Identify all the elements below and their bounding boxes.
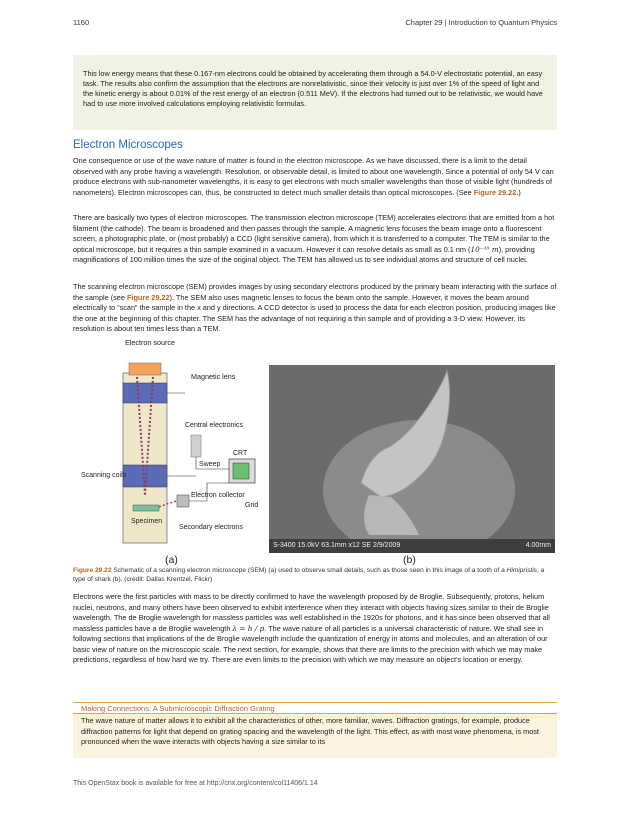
p4-end: . The wave nature of all particles is a universal characteristic of nature. We shall see in following sections that implications of the de Broglie wavelength include the quantization of energy in atoms and molecules, and an alteration of our basic view of nature on the microscopic scale. The next section, for example, shows that there are limits to the precision with which we may make predictions, regardless of how hard we try. There are even limits to the precision with which we may measure an object’s location or energy. xyxy=(73,623,548,664)
making-connections-body xyxy=(73,714,557,758)
label-grid: Grid xyxy=(245,502,259,509)
figure-29-22 xyxy=(73,335,557,565)
paragraph-3 xyxy=(73,282,557,335)
p2-text: There are basically two types of electron microscopes. The transmission electron microscope (TEM) accelerates electrons that are emitted from a hot filament (the cathode). The beam is broadened and then passes through the sample. A magnetic lens focuses the beam image onto a fluorescent screen, a photographic plate, or (most probably) a CCD (light sensitive camera), from which it is transferred to a computer. The TEM is similar to the optical microscope, but it requires a thin sample examined in a vacuum. However it can resolve details as small as 0.1 nm ( xyxy=(73,213,555,254)
figure-link[interactable]: Figure 29.22 xyxy=(126,292,170,302)
callout-text: This low energy means that these 0.167-nm electrons could be obtained by accelerating them through a 54.0-V electrostatic potential, an easy task. The results also confirm the assumption that the electrons are nonrelativistic, since their velocity is just over 1% of the speed of light and the kinetic energy is about 0.01% of the rest energy of an electron (0.511 MeV). If the electrons had turned out to be relativistic, we would have had to use more involved calculations employing relativistic formulas. xyxy=(83,69,543,108)
label-electron-collector: Electron collector xyxy=(191,492,245,499)
p1-text: One consequence or use of the wave nature of matter is found in the electron microscope. As we have discussed, there is a limit to the detail observed with any probe having a wavelength. Resolution, or observable detail, is limited to about one wavelength. Since a potential of only 54 V can produce electrons with sub-nanometer wavelengths, it is easy to get electrons with much smaller wavelengths than those of visible light (hundreds of nanometers). Electron microscopes can, thus, be constructed to detect much smaller details than optical microscopes. (See xyxy=(73,156,554,197)
figure-label-a: (a) xyxy=(165,554,178,566)
sem-info: S-3400 15.0kV 63.1mm x12 SE 2/9/2009 xyxy=(273,542,401,549)
section-title: Electron Microscopes xyxy=(73,139,183,151)
making-connections-title: Making Connections: A Submicroscopic Diffraction Grating xyxy=(73,702,557,714)
paragraph-1 xyxy=(73,156,557,198)
chapter-header: Chapter 29 | Introduction to Quantum Physics xyxy=(405,18,557,27)
example-callout xyxy=(73,55,557,130)
label-electron-source: Electron source xyxy=(125,338,175,347)
paragraph-2 xyxy=(73,213,557,266)
figure-link[interactable]: Figure 29.22 xyxy=(473,187,517,197)
figure-label-b: (b) xyxy=(403,554,416,566)
caption-end: , a type of shark (b). (credit: Dallas Krentzel, Flickr) xyxy=(73,567,545,583)
label-sweep: Sweep xyxy=(199,461,221,468)
sem-caption-bar xyxy=(269,539,555,553)
figure-caption xyxy=(73,566,557,584)
p3-end: ). The SEM also uses magnetic lenses to focus the beam onto the sample. However, it moves the beam around electrically to “scan” the sample in the x and y directions. A CCD detector is used to process the data for each electron position, producing images like the one at the beginning of this chapter. The SEM has the advantage of not requiring a thin sample and of providing a 3-D view. However, its resolution is about ten times less than a TEM. xyxy=(73,292,556,333)
page-footer: This OpenStax book is available for free at http://cnx.org/content/col11406/1.14 xyxy=(73,780,318,787)
label-central-electronics: Central electronics xyxy=(185,422,243,429)
label-specimen: Specimen xyxy=(131,518,163,525)
p2-end: ), providing magnifications of 100 million times the size of the original object. The TEM has allowed us to see individual atoms and structure of cell nuclei. xyxy=(73,244,535,264)
making-connections-text: The wave nature of matter allows it to exhibit all the characteristics of other, more familiar, waves. Diffraction gratings, for example, produce diffraction patterns for light that depend on grating spacing and the wavelength of the light. This effect, as with most wave phenomena, is most pronounced when the wave interacts with objects having a size similar to its xyxy=(81,716,539,746)
caption-figure-number: Figure 29.22 xyxy=(73,567,112,574)
p1-end: .) xyxy=(516,187,521,197)
shark-tooth-illustration xyxy=(269,365,555,539)
label-secondary-electrons: Secondary electrons xyxy=(179,524,243,531)
page-number: 1160 xyxy=(73,18,90,27)
p4-math: λ = h / p xyxy=(232,623,265,633)
sem-schematic xyxy=(73,335,269,560)
paragraph-4 xyxy=(73,592,557,666)
caption-italic: Himipristis xyxy=(506,567,537,574)
label-crt: CRT xyxy=(233,450,248,457)
p3-text: The scanning electron microscope (SEM) provides images by using secondary electrons produced by the primary beam interacting with the surface of the sample (see xyxy=(73,282,557,302)
p2-math: 10⁻¹⁰ m xyxy=(470,244,499,254)
caption-text: Schematic of a scanning electron microscope (SEM) (a) used to observe small details, such as those seen in this image of a tooth of a xyxy=(111,567,507,574)
sem-scale: 4.00mm xyxy=(525,542,551,549)
label-magnetic-lens: Magnetic lens xyxy=(191,372,236,381)
label-scanning-coils: Scanning coils xyxy=(81,472,127,479)
sem-image xyxy=(269,365,555,553)
p4-text: Electrons were the first particles with mass to be directly confirmed to have the wavelength proposed by de Broglie. Subsequently, protons, helium nuclei, neutrons, and many others have been observed to exhibit interference when they interact with objects having sizes similar to their de Broglie wavelength. The de Broglie wavelength for massless particles was well established in the 1920s for photons, and it has since been observed that all massless particles have a de Broglie wavelength xyxy=(73,592,550,633)
